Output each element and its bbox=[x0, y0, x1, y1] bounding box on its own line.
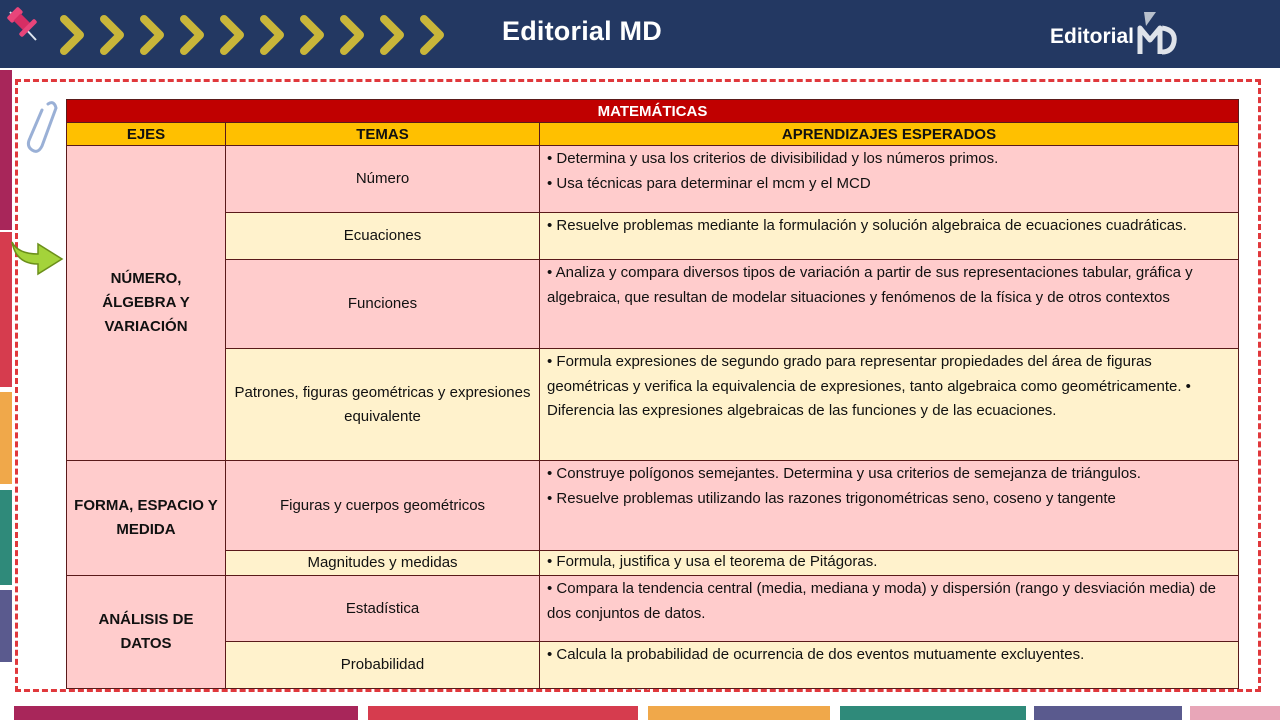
aprendizaje-item: • Formula expresiones de segundo grado para representar propiedades del área de figuras geométricas y verifica la equivalencia de expresiones, tanto algebraica como geométricamente. • Diferencia las expresiones algebraicas de las funciones y de las ecuaciones. bbox=[547, 353, 1191, 419]
brand-logo bbox=[1048, 8, 1188, 62]
table-row bbox=[67, 213, 1239, 260]
aprendizaje-item: • Analiza y compara diversos tipos de variación a partir de sus representaciones tabular, gráfica y algebraica, que resultan de modelar situaciones y fenómenos de la física y de otros contextos bbox=[547, 264, 1193, 306]
chevron-right-icon bbox=[96, 14, 130, 56]
chevron-right-icon bbox=[216, 14, 250, 56]
aprendizaje-cell bbox=[540, 461, 1239, 551]
tema-cell: Funciones bbox=[226, 260, 540, 349]
tema-cell: Magnitudes y medidas bbox=[226, 551, 540, 576]
bottom-strip-purple bbox=[1034, 706, 1182, 720]
left-strip-magenta bbox=[0, 70, 12, 230]
aprendizaje-cell bbox=[540, 213, 1239, 260]
paperclip-icon bbox=[22, 96, 62, 163]
column-header-temas: TEMAS bbox=[226, 123, 540, 146]
aprendizaje-cell bbox=[540, 146, 1239, 213]
aprendizaje-cell bbox=[540, 576, 1239, 642]
left-strip-purple bbox=[0, 590, 12, 662]
page-title: Editorial MD bbox=[502, 16, 662, 46]
table-row bbox=[67, 349, 1239, 461]
tema-cell: Probabilidad bbox=[226, 642, 540, 689]
table-header-row bbox=[67, 123, 1239, 146]
chevron-right-icon bbox=[336, 14, 370, 56]
tema-cell: Ecuaciones bbox=[226, 213, 540, 260]
bottom-strip-magenta bbox=[14, 706, 358, 720]
curriculum-table bbox=[66, 99, 1239, 689]
aprendizaje-cell bbox=[540, 642, 1239, 689]
aprendizaje-item: • Compara la tendencia central (media, mediana y moda) y dispersión (rango y desviación media) de dos conjuntos de datos. bbox=[547, 580, 1216, 622]
chevron-right-icon bbox=[296, 14, 330, 56]
tema-cell: Patrones, figuras geométricas y expresiones equivalente bbox=[226, 349, 540, 461]
aprendizaje-item: • Resuelve problemas utilizando las razones trigonométricas seno, coseno y tangente bbox=[547, 489, 1116, 507]
chevron-right-icon bbox=[56, 14, 90, 56]
table-row bbox=[67, 146, 1239, 213]
table-row bbox=[67, 551, 1239, 576]
aprendizaje-item: • Formula, justifica y usa el teorema de Pitágoras. bbox=[547, 553, 878, 570]
left-strip-teal bbox=[0, 490, 12, 585]
md-logo-icon bbox=[1132, 8, 1180, 58]
eje-cell: ANÁLISIS DE DATOS bbox=[67, 576, 226, 689]
tema-cell: Número bbox=[226, 146, 540, 213]
tema-cell: Figuras y cuerpos geométricos bbox=[226, 461, 540, 551]
table-row bbox=[67, 260, 1239, 349]
eje-cell: NÚMERO, ÁLGEBRA Y VARIACIÓN bbox=[67, 146, 226, 461]
pushpin-icon bbox=[2, 4, 44, 53]
bottom-strip-red bbox=[368, 706, 638, 720]
column-header-ejes: EJES bbox=[67, 123, 226, 146]
bottom-strip-teal bbox=[840, 706, 1026, 720]
header-bar bbox=[0, 0, 1280, 68]
aprendizaje-item: • Construye polígonos semejantes. Determina y usa criterios de semejanza de triángulos. bbox=[547, 465, 1141, 482]
left-strip-orange bbox=[0, 392, 12, 484]
aprendizaje-item: • Calcula la probabilidad de ocurrencia de dos eventos mutuamente excluyentes. bbox=[547, 646, 1085, 663]
chevron-right-icon bbox=[176, 14, 210, 56]
tema-cell: Estadística bbox=[226, 576, 540, 642]
aprendizaje-item: • Resuelve problemas mediante la formulación y solución algebraica de ecuaciones cuadráticas. bbox=[547, 217, 1187, 234]
bottom-strip-pink bbox=[1190, 706, 1280, 720]
aprendizaje-item: • Determina y usa los criterios de divisibilidad y los números primos. bbox=[547, 150, 999, 167]
chevron-right-icon bbox=[256, 14, 290, 56]
table-title: MATEMÁTICAS bbox=[67, 100, 1239, 123]
column-header-aprendizajes: APRENDIZAJES ESPERADOS bbox=[540, 123, 1239, 146]
chevron-decoration bbox=[56, 14, 450, 56]
logo-text: Editorial bbox=[1050, 25, 1135, 48]
table-row bbox=[67, 642, 1239, 689]
chevron-right-icon bbox=[376, 14, 410, 56]
eje-cell: FORMA, ESPACIO Y MEDIDA bbox=[67, 461, 226, 576]
aprendizaje-cell bbox=[540, 349, 1239, 461]
chevron-right-icon bbox=[416, 14, 450, 56]
aprendizaje-item: • Usa técnicas para determinar el mcm y el MCD bbox=[547, 174, 871, 192]
bottom-strip-orange bbox=[648, 706, 830, 720]
aprendizaje-cell bbox=[540, 260, 1239, 349]
table-title-row bbox=[67, 100, 1239, 123]
chevron-right-icon bbox=[136, 14, 170, 56]
table-row bbox=[67, 461, 1239, 551]
aprendizaje-cell bbox=[540, 551, 1239, 576]
curved-arrow-icon bbox=[8, 234, 64, 281]
table-row bbox=[67, 576, 1239, 642]
